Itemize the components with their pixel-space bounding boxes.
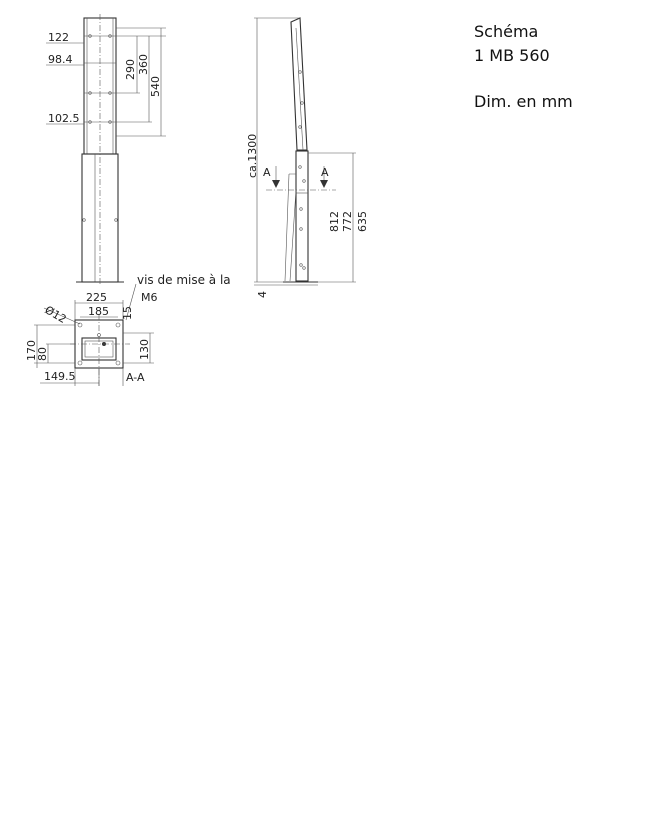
dim-812: 812 (328, 211, 341, 232)
dim-360: 360 (137, 54, 150, 75)
section-mark-right: A (321, 166, 329, 179)
dim-102-5: 102.5 (48, 112, 80, 125)
dim-80: 80 (36, 347, 49, 361)
dim-225: 225 (86, 291, 107, 304)
dim-diameter-12: Ø12 (42, 303, 69, 326)
note-vis-de-mise: vis de mise à la (137, 273, 231, 287)
front-view (46, 14, 231, 320)
section-label-a-a: A-A (126, 371, 145, 384)
dim-170: 170 (25, 340, 38, 361)
title-gap (474, 68, 573, 90)
dim-290: 290 (124, 59, 137, 80)
dim-ca-1300: ca.1300 (246, 133, 259, 178)
dim-122: 122 (48, 31, 69, 44)
dim-185: 185 (88, 305, 109, 318)
dim-772: 772 (341, 211, 354, 232)
dim-635: 635 (356, 211, 369, 232)
dim-base-4: 4 (256, 291, 269, 298)
title-block (474, 20, 573, 114)
side-lower-body (296, 151, 308, 281)
dim-15: 15 (121, 306, 134, 320)
dim-130: 130 (138, 339, 151, 360)
dim-540: 540 (149, 76, 162, 97)
title-model: 1 MB 560 (474, 46, 550, 65)
section-arrows (272, 166, 328, 188)
title-units: Dim. en mm (474, 92, 573, 111)
dim-149-5: 149.5 (44, 370, 76, 383)
dim-98-4: 98.4 (48, 53, 73, 66)
thread-m6: M6 (141, 291, 158, 304)
side-view (246, 18, 369, 298)
base-plate-view (25, 291, 154, 388)
section-mark-left: A (263, 166, 271, 179)
title-schema: Schéma (474, 22, 539, 41)
